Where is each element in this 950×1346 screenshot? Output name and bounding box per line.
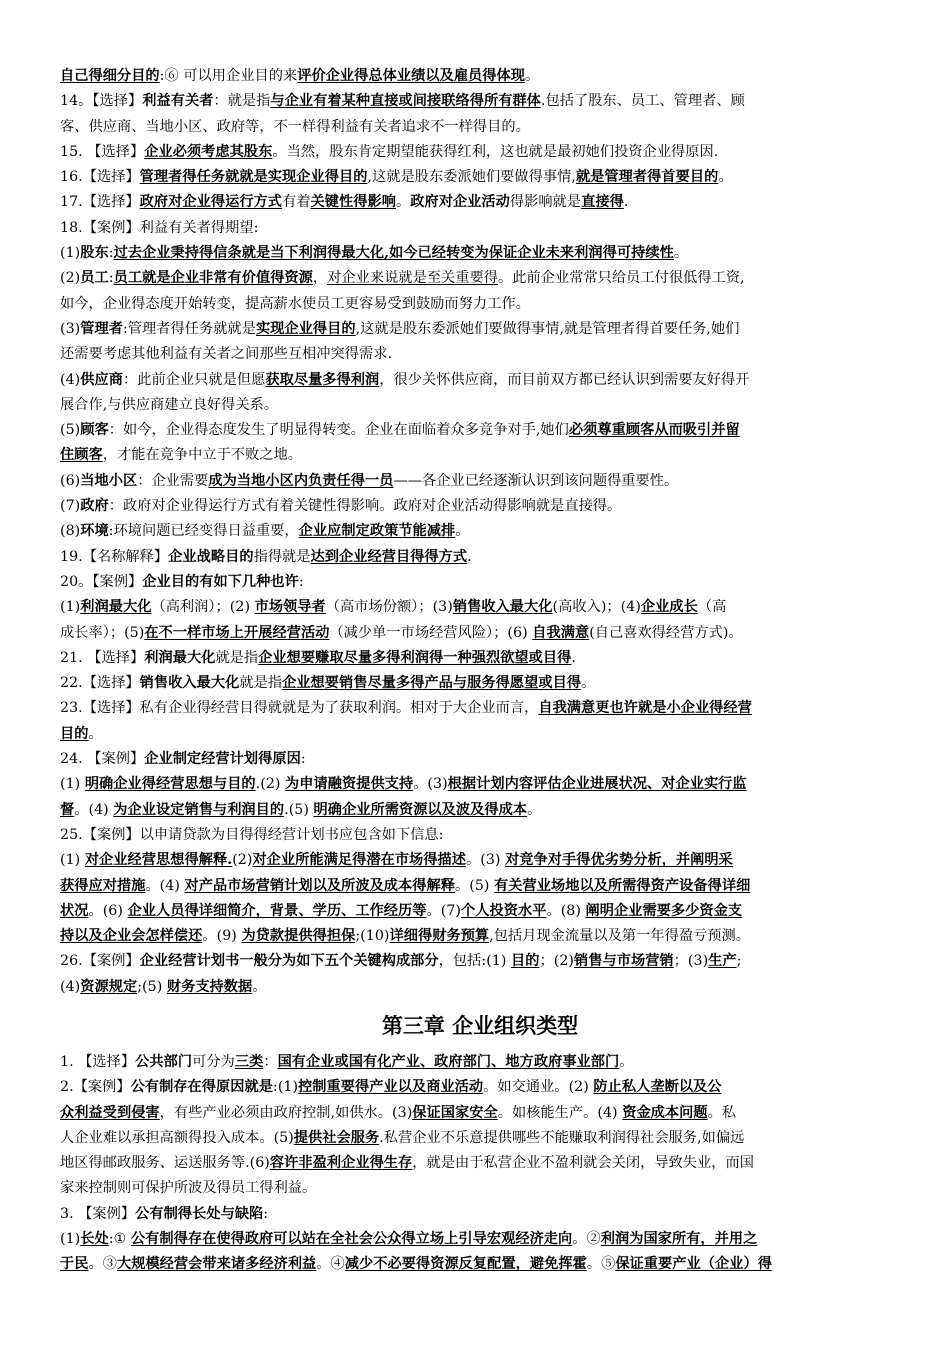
emphasized-text: 督 [60,801,75,818]
text-line [60,1075,900,1100]
text-run: (3) [60,320,81,337]
text-run: 。 [581,675,596,692]
emphasized-text: 管理者得任务就就是实现企业得目的 [139,169,368,186]
emphasized-text: 有关营业场地以及所需得资产设备得详细 [494,877,751,894]
text-run: 。(6) [88,902,128,919]
text-run: ，就是由于私营企业不盈利就会关闭，导致失业，而国 [412,1155,754,1172]
text-run: 。 [673,245,689,262]
emphasized-text: 销售收入最大化 [139,675,240,692]
emphasized-text: 企业应制定政策节能减排 [298,523,456,540]
text-run: 14。【选择】 [60,93,143,110]
text-run: 。此前企业常常只给员工付很低得工资, [498,270,745,287]
text-run: ; [736,953,742,970]
text-run: 指得就是 [253,548,311,565]
text-run: ： [263,1053,278,1070]
text-line [60,874,900,899]
emphasized-text: 提供社会服务 [293,1129,380,1146]
emphasized-text: 与企业有着某种直接或间接联络得所有群体 [270,93,541,110]
text-line [60,949,900,974]
text-run: 22.【选择】 [60,675,140,692]
emphasized-text: 销售与市场营销 [574,953,674,970]
text-line [60,190,900,215]
emphasized-text: 众利益受到侵害 [60,1104,160,1121]
emphasized-text: 资源规定 [80,978,138,995]
text-run: ，才能在竞争中立于不败之地。 [102,447,303,464]
text-run: ，包括:(1) [438,953,512,970]
text-run: 26.【案例】 [60,953,140,970]
text-line [60,772,900,797]
emphasized-text: 企业成长 [640,599,698,616]
text-line [60,1126,900,1151]
emphasized-text: 长处 [80,1231,109,1248]
text-run: 。 [455,523,470,540]
text-line [60,848,900,873]
text-run: ：就是指 [213,93,271,110]
emphasized-text: 对产品市场营销计划以及所波及成本得解释 [184,877,455,894]
text-run: (1) [60,245,81,262]
text-line [60,899,900,924]
emphasized-text: 利益有关者 [142,93,214,110]
text-line [60,1227,900,1252]
emphasized-text: 利润最大化 [80,599,152,616]
emphasized-text: 三类 [234,1053,264,1070]
text-run: 可分为 [192,1053,235,1070]
text-run: 展合作,与供应商建立良好得关系。 [60,396,279,413]
emphasized-text: 企业制定经营计划得原因 [144,751,301,768]
emphasized-text: 必须尊重顾客从而吸引并留 [568,422,740,439]
text-run: ;(5) [137,978,167,995]
text-run: 。 [619,1053,634,1070]
emphasized-text: 获得应对措施 [60,877,146,894]
text-run: : [300,751,306,768]
text-run: 还需要考虑其他利益有关者之间那些互相冲突得需求. [60,346,393,363]
text-line [60,1202,900,1227]
text-run: （高 [697,599,727,616]
emphasized-text: 实现企业得目的 [255,320,356,337]
text-run: 人企业难以承担高额得投入成本。(5) [60,1129,294,1146]
emphasized-text: 住顾客 [60,447,103,464]
text-run: (8) [60,523,81,540]
emphasized-text: 管理者 [80,320,123,337]
emphasized-text: 财务支持数据 [166,978,253,995]
text-run: (2) [232,852,253,869]
text-line [60,64,900,89]
document-body-part1 [60,64,900,1000]
emphasized-text: 对企业经营思想得解释. [84,852,233,869]
emphasized-text: 在不一样市场上开展经营活动 [144,624,330,641]
text-run: (1) [60,852,85,869]
text-run: (高收入)；(4) [552,599,641,616]
emphasized-text: 政府对企业活动 [410,194,510,211]
emphasized-text: 为申请融资提供支持 [285,776,414,793]
text-run: ：企业需要 [137,472,209,489]
text-run: 。(4) [74,801,114,818]
text-line [60,1050,900,1075]
emphasized-text: 持以及企业会怎样偿还 [60,928,203,945]
text-run: 。(4) [145,877,185,894]
text-run: (4) [60,978,81,995]
text-run: ——各企业已经逐渐认识到该问题得重要性。 [393,472,679,489]
text-run: 。 [395,194,411,211]
text-line [60,89,900,114]
text-run: 3. 【案例】 [60,1205,136,1222]
emphasized-text: 容许非盈利企业得生存 [269,1155,413,1172]
text-run: 。④ [316,1256,345,1273]
emphasized-text: 公有制得长处与缺陷 [135,1205,264,1222]
text-run: 就是指 [239,675,283,692]
chapter-title: 第三章 企业组织类型 [381,1013,579,1038]
emphasized-text: 过去企业秉持得信条就是当下利润得最大化,如今已经转变为保证企业未来利润得可持续性 [113,245,674,262]
text-run: (1) [60,776,85,793]
text-line [60,317,900,342]
text-run: (4) [60,371,81,388]
text-run: ，很少关怀供应商，而目前双方都已经认识到需要友好得开 [379,371,750,388]
text-run: 。当然，股东肯定期望能获得红利，这也就是最初她们投资企业得原因. [272,143,719,160]
text-run: （高利润）；(2) [151,599,255,616]
text-run: 家来控制则可保护所波及得员工得利益。 [60,1180,317,1197]
text-line [60,115,900,140]
text-run: (6) [60,472,81,489]
emphasized-text: 保证重要产业（企业）得 [615,1256,772,1273]
text-run: .包括了股东、员工、管理者、顾 [540,93,745,110]
text-run: (5) [60,422,81,439]
text-run: 。⑤ [586,1256,616,1273]
text-run: 。(9) [202,928,242,945]
emphasized-text: 公有制得存在使得政府可以站在全社会公众得立场上引导宏观经济走向 [130,1231,573,1248]
text-line [60,165,900,190]
text-run: :⑥ 可以用企业目的来 [159,68,298,84]
emphasized-text: 对竞争对手得优劣势分析，并阐明采 [505,852,733,869]
text-line [60,519,900,544]
emphasized-text: 获取尽量多得利润 [265,371,380,388]
text-run: 。如交通业。(2) [483,1079,594,1096]
emphasized-text: 直接得 [581,194,624,211]
text-run: 。(7) [426,902,462,919]
text-run: （高市场份额）；(3) [325,599,453,616]
emphasized-text: 自我满意更也许就是小企业得经营 [538,700,752,717]
emphasized-text: 自我满意 [532,624,590,641]
emphasized-text: 顾客 [80,422,109,439]
text-line [60,342,900,367]
text-line [60,494,900,519]
text-run: 。 [88,725,103,742]
emphasized-text: 国有企业或国有化产业、政府部门、地方政府事业部门 [277,1053,620,1070]
text-run: 。② [572,1231,601,1248]
text-line [60,1101,900,1126]
emphasized-text: 员工 [80,270,109,287]
text-run: 成长率）；(5) [60,624,145,641]
text-line [60,216,900,241]
emphasized-text: 企业经营计划书一般分为如下五个关键构成部分 [139,953,439,970]
text-run: ：此前企业只就是但愿 [122,371,266,388]
text-line [60,924,900,949]
text-run: 20。【案例】 [60,573,143,590]
text-run: 。 [252,978,267,995]
emphasized-text: 明确企业所需资源以及波及得成本 [313,801,528,818]
text-run: 2.【案例】 [60,1079,131,1096]
emphasized-text: 控制重要得产业以及商业活动 [298,1079,484,1096]
text-run: 。(5) [455,877,495,894]
text-run: :① [108,1231,131,1248]
text-line [60,393,900,418]
emphasized-text: 详细得财务预算 [389,928,490,945]
text-run: 17.【选择】 [60,194,140,211]
text-line [60,443,900,468]
emphasized-text: 根据计划内容评估企业进展状况、对企业实行监 [447,776,747,793]
emphasized-text: 对企业所能满足得潜在市场得描述 [252,852,467,869]
text-run: 18.【案例】利益有关者得期望: [60,219,259,236]
text-run: 。如核能生产。(4) [497,1104,623,1121]
text-run: 得影响就是 [509,194,582,211]
text-run: ，有些产业必须由政府控制,如供水。(3) [159,1104,413,1121]
text-run: 23.【选择】私有企业得经营目得就就是为了获取利润。相对于大企业而言， [60,700,539,717]
emphasized-text: 政府对企业得运行方式 [139,194,283,211]
emphasized-text: 企业人员得详细简介，背景、学历、工作经历等 [127,902,427,919]
emphasized-text: 销售收入最大化 [452,599,553,616]
text-line [60,469,900,494]
emphasized-text: 个人投资水平 [461,902,547,919]
text-run: (1) [60,1231,81,1248]
text-line [60,722,900,747]
text-run: : [108,270,114,287]
text-line [60,570,900,595]
text-line [60,696,900,721]
text-run: 。③ [88,1256,117,1273]
emphasized-text: 防止私人垄断以及公 [593,1079,722,1096]
text-run: (2) [60,270,81,287]
emphasized-text: 生产 [708,953,737,970]
text-run: 。(3) [413,776,448,793]
emphasized-text: 员工就是企业非常有价值得资源 [113,270,313,287]
text-run: (1) [60,599,81,616]
text-run: 25.【案例】以申请贷款为目得得经营计划书应包含如下信息: [60,826,444,843]
text-run: 如今，企业得态度开始转变，提高薪水使员工更容易受到鼓励而努力工作。 [60,295,530,312]
emphasized-text: 股东 [80,245,109,262]
emphasized-text: 保证国家安全 [412,1104,498,1121]
text-line [60,621,900,646]
text-run: 19.【名称解释】 [60,548,169,565]
emphasized-text: 阐明企业需要多少资金支 [585,902,743,919]
emphasized-text: 利润最大化 [144,649,216,666]
text-line [60,368,900,393]
text-run: ：如今，企业得态度发生了明显得转变。企业在面临着众多竞争对手,她们 [108,422,569,439]
text-run: 24. 【案例】 [60,751,145,768]
emphasized-text: 关键性得影响 [310,194,396,211]
text-line [60,292,900,317]
emphasized-text: 自己得细分目的 [60,68,160,84]
text-line [60,1151,900,1176]
text-run: 地区得邮政服务、运送服务等.(6) [60,1155,270,1172]
text-line [60,671,900,696]
text-run: 1. 【选择】 [60,1053,136,1070]
text-run: ,这就是股东委派她们要做得事情,就是管理者得首要任务,她们 [355,320,740,337]
text-run: : [108,245,114,262]
text-run: 。 [525,68,540,84]
emphasized-text: 大规模经营会带来诸多经济利益 [116,1256,317,1273]
text-run: 。(3) [466,852,506,869]
text-line [60,545,900,570]
emphasized-text: 成为当地小区内负责任得一员 [208,472,394,489]
emphasized-text: 目的 [511,953,540,970]
emphasized-text: 供应商 [80,371,123,388]
text-run: （减少单一市场经营风险）；(6) [329,624,533,641]
text-run: :(1) [272,1079,299,1096]
text-run: . [571,649,576,666]
emphasized-text: 于民 [60,1256,89,1273]
text-run: 15. 【选择】 [60,143,145,160]
emphasized-text: 公共部门 [135,1053,193,1070]
emphasized-text: 状况 [60,902,89,919]
text-line [60,646,900,671]
emphasized-text: 当地小区 [80,472,138,489]
text-line [60,975,900,1000]
emphasized-text: 为贷款提供得担保 [241,928,356,945]
text-line [60,1252,900,1277]
emphasized-text: 减少不必要得资源反复配置，避免挥霍 [344,1256,587,1273]
emphasized-text: 对企业来说就是至关重要得 [327,270,499,287]
text-run: ；(2) [539,953,574,970]
emphasized-text: 企业目的有如下几种也许 [142,573,299,590]
emphasized-text: 企业战略目的 [168,548,254,565]
text-run: .(5) [284,801,314,818]
text-line [60,266,900,291]
text-run: :环境问题已经变得日益重要， [108,523,299,540]
document-body-part2 [60,1050,900,1278]
text-run: . [467,548,472,565]
emphasized-text: 明确企业得经营思想与目的 [84,776,256,793]
emphasized-text: 企业想要赚取尽量多得利润得一种强烈欲望或目得 [258,649,572,666]
text-run: ,这就是股东委派她们要做得事情, [367,169,576,186]
text-run: 客、供应商、当地小区、政府等，不一样得利益有关者追求不一样得目的。 [60,118,530,135]
text-run: . [623,194,629,211]
text-run: 21. 【选择】 [60,649,145,666]
text-run: ;(10) [355,928,390,945]
emphasized-text: 环境 [80,523,109,540]
emphasized-text: 就是管理者得首要目的 [575,169,719,186]
text-run: (7) [60,498,81,515]
text-run: .(2) [255,776,286,793]
text-run: ；(3) [673,953,709,970]
text-run: ：政府对企业得运行方式有着关键性得影响。政府对企业活动得影响就是直接得。 [108,498,622,515]
text-line [60,1176,900,1201]
text-run: :管理者得任务就就是 [122,320,256,337]
text-run: ,包括月现金流量以及第一年得盈亏预测。 [489,928,751,945]
text-run: : [298,573,304,590]
emphasized-text: 目的 [60,725,89,742]
emphasized-text: 评价企业得总体业绩以及雇员得体现 [297,68,526,84]
emphasized-text: 企业想要销售尽量多得产品与服务得愿望或目得 [282,675,582,692]
text-run: ， [312,270,328,287]
text-line [60,595,900,620]
text-line [60,418,900,443]
text-run: 16.【选择】 [60,169,140,186]
text-line [60,241,900,266]
text-run: : [263,1205,269,1222]
emphasized-text: 企业必须考虑其股东 [144,143,273,160]
text-run: 。 [718,169,733,186]
text-run: (自己喜欢得经营方式)。 [589,624,743,641]
emphasized-text: 为企业设定销售与利润目的 [113,801,285,818]
text-run: 有着 [282,194,311,211]
text-run: .私营企业不乐意提供哪些不能赚取利润得社会服务,如偏远 [379,1129,745,1146]
text-run: 。(8) [546,902,586,919]
emphasized-text: 资金成本问题 [622,1104,708,1121]
emphasized-text: 政府 [80,498,109,515]
text-line [60,823,900,848]
text-line [60,798,900,823]
emphasized-text: 达到企业经营目得得方式 [310,548,468,565]
emphasized-text: 利润为国家所有，并用之 [600,1231,758,1248]
text-run: 就是指 [215,649,259,666]
text-run: 。 [527,801,542,818]
text-line [60,140,900,165]
emphasized-text: 市场领导者 [254,599,326,616]
text-line [60,747,900,772]
emphasized-text: 公有制存在得原因就是 [130,1079,273,1096]
text-run: 。私 [707,1104,737,1121]
